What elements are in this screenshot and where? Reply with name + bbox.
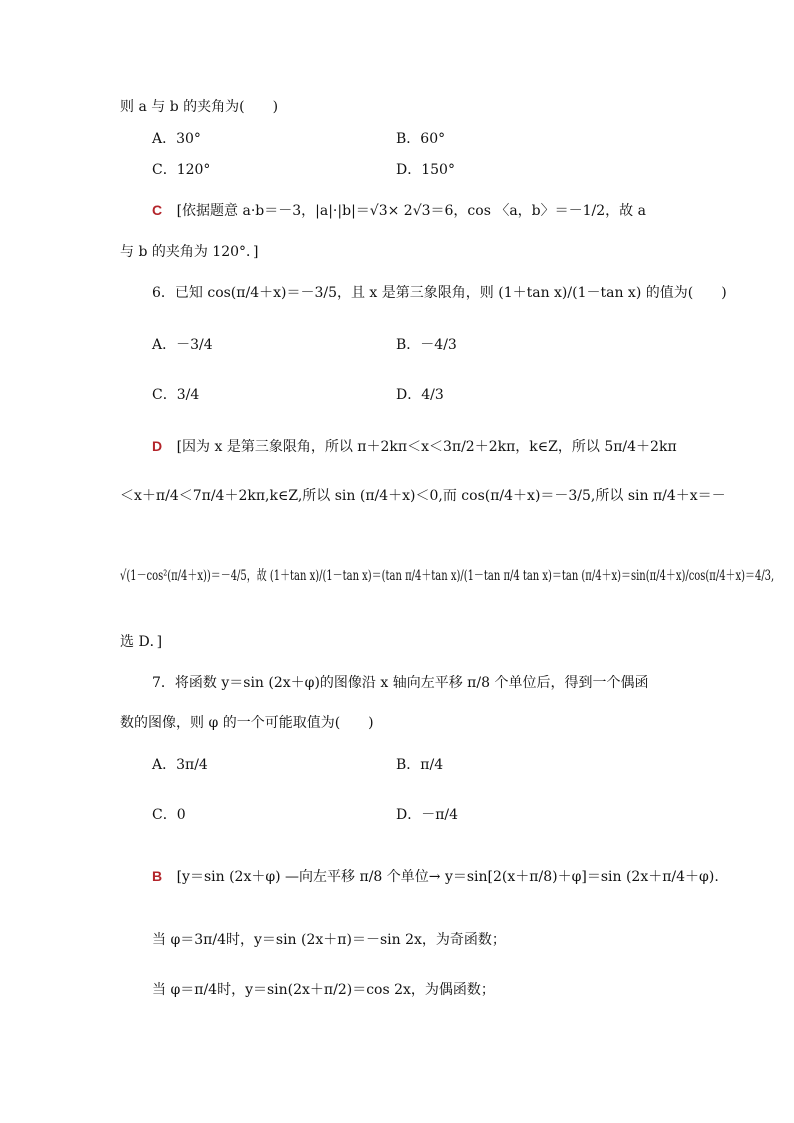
- q6-option-c: [152, 385, 199, 405]
- q5-solution-text1: [依据题意 a·b＝－3，|a|·|b|＝√3× 2√3＝6，cos 〈a，b〉＝－1/2，故 a: [176, 203, 646, 219]
- q6-solution-text1: [因为 x 是第三象限角，所以 π＋2kπ＜x＜3π/2＋2kπ，k∈Z，所以 5π/4＋2kπ: [176, 439, 677, 455]
- q6-option-d-text: D．4/3: [396, 387, 444, 403]
- q5-solution-text2: 与 b 的夹角为 120°．]: [120, 244, 259, 260]
- q6-stem-text: 6．已知 cos(π/4＋x)＝－3/5，且 x 是第三象限角，则 (1＋tan x)/(1－tan x) 的值为( ): [152, 285, 727, 301]
- q6-option-b: [396, 335, 457, 355]
- q7-option-c: [152, 805, 186, 825]
- q5-answer-letter: C: [152, 202, 163, 218]
- q7-option-b: [396, 755, 443, 775]
- q7-answer-letter: B: [152, 868, 163, 884]
- q5-stem-end: [120, 97, 278, 117]
- q7-option-a-text: A．3π/4: [152, 757, 208, 773]
- q6-option-b-text: B．－4/3: [396, 337, 457, 353]
- q5-solution-line2: [120, 242, 259, 262]
- q7-solution-text2: 当 φ＝3π/4时，y＝sin (2x＋π)＝－sin 2x，为奇函数；: [152, 932, 506, 948]
- q6-stem: [152, 283, 727, 303]
- q6-answer-letter: D: [152, 438, 163, 454]
- q7-option-d: [396, 805, 458, 825]
- q7-option-a: [152, 755, 208, 775]
- q5-option-b-text: B．60°: [396, 131, 446, 147]
- q6-solution-line1: [152, 436, 677, 457]
- q5-option-a: [152, 129, 201, 149]
- q5-option-b: [396, 129, 445, 149]
- q5-option-d-text: D．150°: [396, 162, 455, 178]
- q7-stem-line1: [152, 673, 648, 693]
- q5-option-d: [396, 160, 455, 180]
- q6-solution-line4: [120, 632, 162, 652]
- q7-solution-line3: [152, 980, 495, 1000]
- q7-solution-line2: [152, 930, 506, 950]
- q6-solution-line2: [120, 486, 726, 506]
- q6-option-c-text: C．3/4: [152, 387, 200, 403]
- q5-option-c: [152, 160, 210, 180]
- q7-solution-text1: [y＝sin (2x＋φ) —向左平移 π/8 个单位→ y＝sin[2(x＋π/8)＋φ]＝sin (2x＋π/4＋φ).: [176, 869, 719, 885]
- q6-option-a: [152, 335, 213, 355]
- q6-option-a-text: A．－3/4: [152, 337, 213, 353]
- q6-solution-text4: 选 D．]: [120, 634, 163, 650]
- q7-stem-text2: 数的图像，则 φ 的一个可能取值为( ): [120, 715, 374, 731]
- q6-solution-text3: √(1－cos²(π/4＋x))＝－4/5，故 (1＋tan x)/(1－tan x)＝(tan π/4＋tan x)/(1－tan π/4 tan x)＝tan (π/4＋x)＝sin(π/4＋x)/cos(π/4＋x)＝4/3,: [120, 568, 775, 584]
- q7-solution-text3: 当 φ＝π/4时，y＝sin(2x＋π/2)＝cos 2x，为偶函数；: [152, 982, 495, 998]
- q5-solution-line1: [152, 200, 646, 221]
- q6-solution-line3: [120, 566, 774, 586]
- q7-stem-line2: [120, 713, 374, 733]
- q7-option-d-text: D．－π/4: [396, 807, 459, 823]
- q7-option-b-text: B．π/4: [396, 757, 444, 773]
- q5-option-c-text: C．120°: [152, 162, 211, 178]
- q6-solution-text2: ＜x＋π/4＜7π/4＋2kπ,k∈Z,所以 sin (π/4＋x)＜0,而 cos(π/4＋x)＝－3/5,所以 sin π/4＋x＝－: [120, 488, 726, 504]
- q7-stem-text1: 7．将函数 y＝sin (2x＋φ)的图像沿 x 轴向左平移 π/8 个单位后，得到一个偶函: [152, 675, 649, 691]
- q7-option-c-text: C．0: [152, 807, 186, 823]
- q7-solution-line1: [152, 866, 719, 887]
- q5-option-a-text: A．30°: [152, 131, 201, 147]
- q6-option-d: [396, 385, 444, 405]
- q5-stem-text: 则 a 与 b 的夹角为( ): [120, 99, 279, 115]
